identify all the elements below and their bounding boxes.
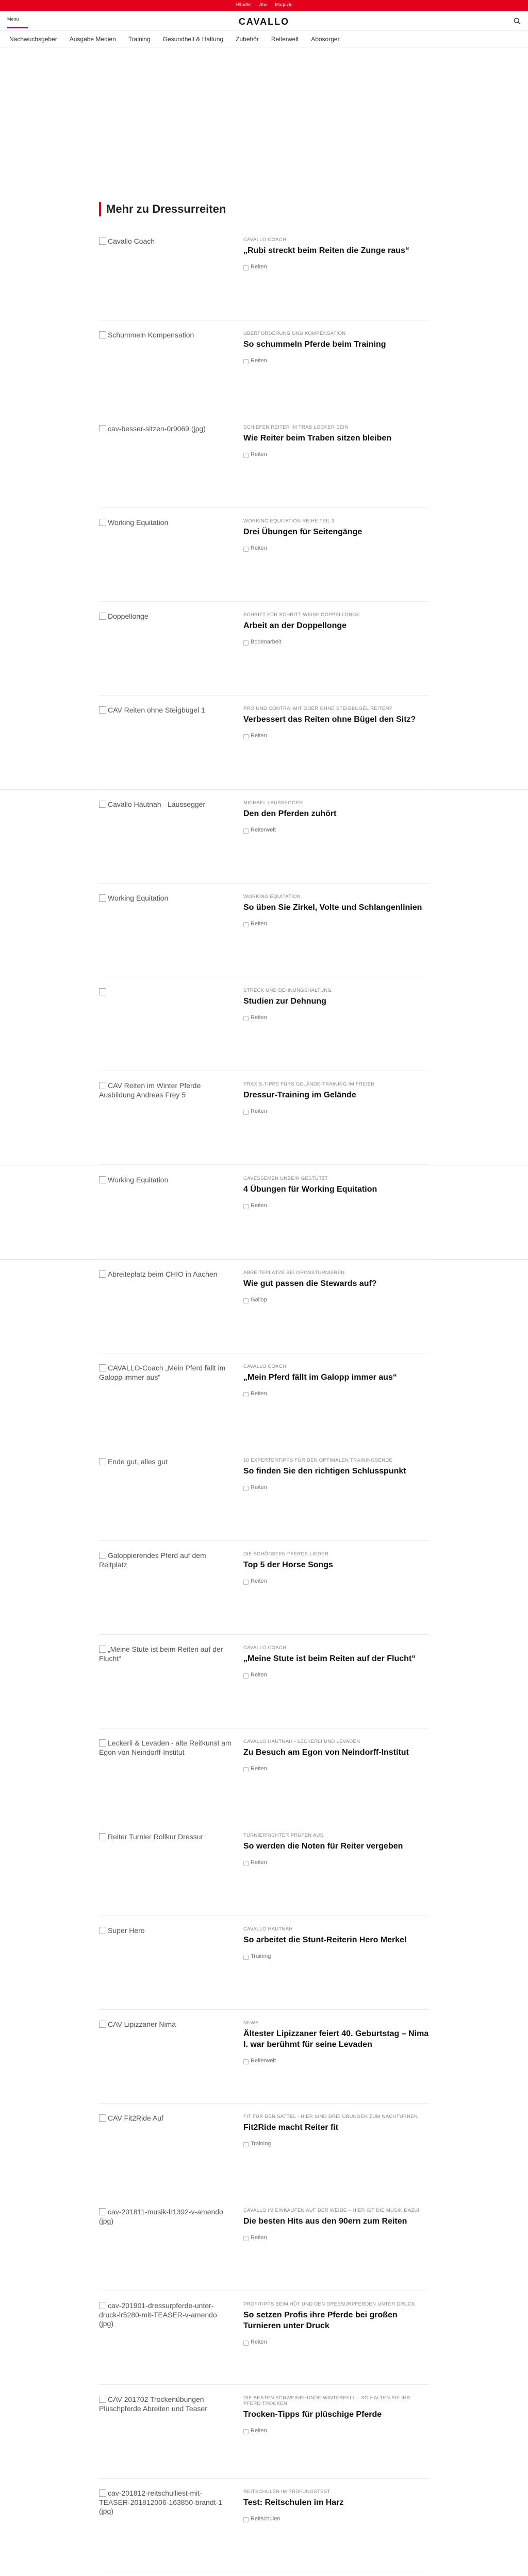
article-headline[interactable]: Zu Besuch am Egon von Neindorff-Institut [243, 1748, 409, 1757]
article-kicker: CAVESSEMEN UNBEIN GESTÜTZT [243, 1176, 328, 1181]
article-body [233, 612, 429, 645]
article-teaser[interactable] [99, 602, 429, 696]
menu-button[interactable]: Menu [7, 16, 19, 22]
article-body [233, 1551, 429, 1584]
article-body [233, 425, 429, 457]
article-body [233, 2301, 429, 2345]
article-category-tag[interactable]: Reiten [243, 2428, 267, 2434]
article-category-tag[interactable]: Reiten [243, 1672, 267, 1678]
article-category-tag[interactable]: Reiten [243, 2339, 267, 2345]
top-link[interactable]: Händler [235, 2, 252, 7]
article-headline[interactable]: „Meine Stute ist beim Reiten auf der Flucht“ [243, 1654, 416, 1663]
thumbnail-alt-text: CAV Lipizzaner Nima [108, 2020, 176, 2028]
article-teaser[interactable] [99, 1447, 429, 1541]
article-category-tag[interactable]: Reiten [243, 1766, 267, 1772]
article-thumbnail[interactable] [99, 800, 233, 872]
article-teaser[interactable] [99, 2010, 429, 2104]
article-body [233, 800, 429, 833]
article-body [233, 1926, 429, 1959]
broken-image-icon [99, 1176, 106, 1183]
article-teaser[interactable] [99, 884, 429, 977]
article-thumbnail[interactable] [99, 2489, 233, 2561]
article-thumbnail[interactable] [99, 425, 233, 497]
article-body [233, 1739, 429, 1772]
article-kicker: FIT FÜR DEN SATTEL - HIER SIND DREI ÜBUNGEN ZUM NACHTURNEN [243, 2114, 418, 2120]
top-link[interactable]: Abo [259, 2, 268, 7]
article-body [233, 237, 429, 270]
nav-item[interactable]: Gesundheit & Haltung [162, 35, 224, 43]
article-teaser[interactable] [99, 1071, 429, 1165]
article-thumbnail[interactable] [99, 1926, 233, 1998]
article-kicker: WORKING EQUITATION [243, 894, 301, 900]
article-kicker: CAVALLO COACH [243, 1645, 287, 1651]
thumbnail-alt-text: Abreiteplatz beim CHIO in Aachen [108, 1270, 218, 1278]
article-headline[interactable]: So setzen Profis ihre Pferde bei großen Turnieren unter Druck [243, 2311, 398, 2330]
thumbnail-alt-text: Cavallo Hautnah - Laussegger [108, 800, 206, 808]
thumbnail-alt-text: Cavallo Coach [108, 237, 155, 245]
article-teaser[interactable] [99, 2291, 429, 2385]
article-category-tag[interactable]: Reiten [243, 1484, 267, 1490]
broken-image-icon [99, 1739, 106, 1747]
article-teaser[interactable] [99, 1916, 429, 2010]
thumbnail-alt-text: CAV 201702 Trockenübungen Plüschpferde Abreiten und Teaser [99, 2395, 207, 2413]
article-thumbnail[interactable] [99, 1176, 233, 1248]
article-headline[interactable]: Trocken-Tipps für plüschige Pferde [243, 2410, 382, 2419]
thumbnail-alt-text: Working Equitation [108, 894, 169, 902]
article-kicker: REITSCHULEN IM PRÜFUNGSTEST [243, 2489, 331, 2495]
article-body [233, 1081, 429, 1114]
article-teaser[interactable] [99, 696, 429, 789]
article-thumbnail[interactable] [99, 1364, 233, 1436]
article-thumbnail[interactable] [99, 518, 233, 590]
article-headline[interactable]: Wie Reiter beim Traben sitzen bleiben [243, 434, 392, 443]
article-teaser[interactable] [99, 2385, 429, 2479]
article-teaser[interactable] [99, 2104, 429, 2197]
article-thumbnail[interactable] [99, 2301, 233, 2374]
article-category-tag[interactable]: Reiten [243, 733, 267, 739]
broken-image-icon [99, 1364, 106, 1371]
article-teaser[interactable] [99, 1353, 429, 1447]
article-teaser[interactable] [99, 320, 429, 414]
broken-image-icon [99, 2021, 106, 2028]
top-bar [0, 0, 528, 11]
article-thumbnail[interactable] [99, 2020, 233, 2092]
broken-image-icon [99, 2396, 106, 2403]
article-body [233, 1458, 429, 1490]
article-teaser[interactable] [99, 1822, 429, 1916]
article-headline[interactable]: Top 5 der Horse Songs [243, 1561, 333, 1569]
broken-image-icon [99, 2208, 106, 2215]
main-content [99, 47, 429, 2576]
article-thumbnail[interactable] [99, 894, 233, 966]
broken-image-icon [99, 1082, 106, 1089]
article-thumbnail[interactable] [99, 2208, 233, 2280]
article-thumbnail[interactable] [99, 1270, 233, 1342]
broken-image-icon [99, 2114, 106, 2122]
article-thumbnail[interactable] [99, 1551, 233, 1623]
broken-image-icon [99, 425, 106, 432]
article-kicker: 10 EXPERTENTIPPS FÜR DEN OPTIMALEN TRAININGSENDE [243, 1458, 393, 1463]
article-headline[interactable]: Arbeit an der Doppellonge [243, 621, 347, 630]
article-kicker: MICHAEL LAUSSEGGER [243, 800, 303, 806]
article-headline[interactable]: So finden Sie den richtigen Schlusspunkt [243, 1467, 406, 1476]
article-category-tag[interactable]: Reiten [243, 2234, 267, 2241]
article-kicker: DIE BESTEN SCHWEINEHUNDE WINTERFELL – SO HALTEN SIE IHR PFERD TROCKEN [243, 2395, 410, 2406]
article-teaser[interactable] [99, 1260, 429, 1353]
thumbnail-alt-text: Super Hero [108, 1926, 145, 1935]
article-teaser[interactable] [99, 1165, 429, 1259]
top-link[interactable]: Magazin [275, 2, 293, 7]
article-category-tag[interactable]: Bodenarbeit [243, 639, 281, 645]
broken-image-icon [99, 706, 106, 714]
search-icon[interactable] [514, 18, 521, 25]
broken-image-icon [99, 613, 106, 620]
article-category-tag[interactable]: Training [243, 2141, 271, 2147]
article-body [233, 518, 429, 551]
thumbnail-alt-text: cav-besser-sitzen-0r9069 (jpg) [108, 425, 206, 433]
article-body [233, 2114, 429, 2147]
article-category-tag[interactable]: Reiten [243, 1578, 267, 1584]
article-headline[interactable]: Test: Reitschulen im Harz [243, 2498, 344, 2507]
site-header [0, 11, 528, 31]
article-headline[interactable]: Wie gut passen die Stewards auf? [243, 1279, 377, 1288]
article-category-tag[interactable]: Reiten [243, 921, 267, 927]
article-thumbnail[interactable] [99, 331, 233, 403]
broken-image-icon [99, 894, 106, 902]
article-thumbnail[interactable] [99, 1833, 233, 1905]
thumbnail-alt-text: cav-201812-reitschulliest-mit-TEASER-201812006-163850-brandt-1 (jpg) [99, 2489, 222, 2515]
article-teaser[interactable] [99, 790, 429, 884]
thumbnail-alt-text: cav-201811-musik-lr1392-v-amendo (jpg) [99, 2208, 223, 2225]
thumbnail-alt-text: CAV Reiten ohne Steigbügel 1 [108, 706, 205, 714]
thumbnail-alt-text: CAVALLO-Coach „Mein Pferd fällt im Galopp immer aus“ [99, 1364, 226, 1381]
broken-image-icon [99, 238, 106, 245]
article-teaser[interactable] [99, 977, 429, 1071]
article-teaser[interactable] [99, 2479, 429, 2572]
main-nav [0, 31, 528, 47]
article-body [233, 894, 429, 927]
article-headline[interactable]: Den den Pferden zuhört [243, 809, 337, 818]
top-bar-links [0, 2, 528, 7]
article-headline[interactable]: „Mein Pferd fällt im Galopp immer aus“ [243, 1373, 397, 1382]
thumbnail-alt-text: Reiter Turnier Rollkur Dressur [108, 1833, 204, 1841]
article-teaser[interactable] [99, 1635, 429, 1728]
article-thumbnail[interactable] [99, 612, 233, 684]
article-kicker: CAVALLO COACH [243, 1364, 287, 1369]
article-headline[interactable]: Dressur-Training im Gelände [243, 1091, 356, 1099]
article-headline[interactable]: Verbessert das Reiten ohne Bügel den Sitz? [243, 715, 416, 724]
article-thumbnail[interactable] [99, 2395, 233, 2467]
thumbnail-alt-text: CAV Fit2Ride Auf [108, 2114, 163, 2122]
article-headline[interactable]: Studien zur Dehnung [243, 997, 326, 1006]
article-kicker: SCHRITT FÜR SCHRITT WEISE DOPPELLONGE [243, 612, 360, 618]
article-thumbnail[interactable] [99, 237, 233, 309]
article-category-tag[interactable]: Reitschulen [243, 2516, 280, 2522]
article-kicker: STRECK UND DEHNUNGSHALTUNG [243, 988, 332, 993]
site-logo[interactable] [228, 14, 300, 29]
article-headline[interactable]: 4 Übungen für Working Equitation [243, 1185, 377, 1194]
article-headline[interactable]: „Rubi streckt beim Reiten die Zunge raus“ [243, 246, 409, 255]
article-headline[interactable]: So üben Sie Zirkel, Volte und Schlangenlinien [243, 903, 422, 912]
menu-underline [7, 27, 28, 28]
article-teaser[interactable] [99, 227, 429, 320]
article-headline[interactable]: Drei Übungen für Seitengänge [243, 528, 362, 536]
article-teaser[interactable] [99, 1728, 429, 1822]
article-body [233, 1176, 429, 1209]
article-teaser[interactable] [99, 1541, 429, 1635]
broken-image-icon [99, 1646, 106, 1653]
thumbnail-alt-text: Ende gut, alles gut [108, 1458, 168, 1466]
article-kicker: PRO UND CONTRA: MIT ODER OHNE STEIGBÜGEL REITEN? [243, 706, 392, 711]
article-category-tag[interactable]: Reiten [243, 1108, 267, 1114]
article-category-tag[interactable]: Reiterwelt [243, 827, 276, 833]
broken-image-icon [99, 801, 106, 808]
broken-image-icon [99, 1552, 106, 1559]
article-kicker: WORKING EQUITATION REIHE TEIL 3 [243, 518, 335, 524]
nav-item[interactable]: Reiterwelt [271, 35, 299, 43]
article-thumbnail[interactable] [99, 1645, 233, 1717]
article-category-tag[interactable]: Reiterwelt [243, 2058, 276, 2064]
article-thumbnail[interactable] [99, 1739, 233, 1811]
article-body [233, 2395, 429, 2434]
article-body [233, 1364, 429, 1397]
article-body [233, 2020, 429, 2064]
article-kicker: ABREITEPLÄTZE BEI GROSSTURNIEREN [243, 1270, 345, 1276]
thumbnail-alt-text: Working Equitation [108, 1176, 169, 1184]
article-kicker: NEWS [243, 2020, 259, 2026]
broken-image-icon [99, 2302, 106, 2309]
broken-image-icon [99, 1927, 106, 1934]
thumbnail-alt-text: „Meine Stute ist beim Reiten auf der Flucht“ [99, 1645, 223, 1663]
thumbnail-alt-text: Schummeln Kompensation [108, 331, 194, 339]
article-body [233, 1645, 429, 1678]
article-body [233, 1833, 429, 1866]
thumbnail-alt-text: cav-201901-dressurpferde-unter-druck-lr5280-mit-TEASER-v-amendo (jpg) [99, 2301, 217, 2328]
article-category-tag[interactable]: Reiten [243, 451, 267, 457]
article-kicker: DIE SCHÖNSTEN PFERDE-LIEDER [243, 1551, 328, 1557]
article-thumbnail[interactable] [99, 1458, 233, 1530]
section-title: Mehr zu Dressurreiten [99, 202, 429, 216]
article-kicker: CAVALLO HAUTNAH [243, 1926, 293, 1932]
broken-image-icon [99, 1833, 106, 1840]
article-headline[interactable]: So arbeitet die Stunt-Reiterin Hero Merkel [243, 1936, 407, 1944]
nav-item[interactable]: Ausgabe Medien [69, 35, 116, 43]
article-teaser[interactable] [99, 508, 429, 602]
article-body [233, 2489, 429, 2522]
thumbnail-alt-text: Galoppierendes Pferd auf dem Reitplatz [99, 1551, 206, 1569]
article-kicker: TURNIERRICHTER PRÜFEN AUS [243, 1833, 324, 1838]
article-body [233, 1270, 429, 1303]
article-body [233, 706, 429, 739]
thumbnail-alt-text: Working Equitation [108, 518, 169, 527]
article-thumbnail[interactable] [99, 706, 233, 778]
article-headline[interactable]: Ältester Lipizzaner feiert 40. Geburtstag – Nima I. war berühmt für seine Levaden [243, 2029, 429, 2049]
pagination [99, 2572, 429, 2576]
broken-image-icon [99, 519, 106, 526]
broken-image-icon [99, 1270, 106, 1278]
article-headline[interactable]: So werden die Noten für Reiter vergeben [243, 1842, 403, 1851]
article-category-tag[interactable]: Reiten [243, 1202, 267, 1209]
thumbnail-alt-text: Leckerli & Levaden - alte Reitkunst am Egon von Neindorff-Institut [99, 1739, 232, 1756]
article-category-tag[interactable]: Reiten [243, 264, 267, 270]
article-teaser[interactable] [99, 414, 429, 508]
article-category-tag[interactable]: Reiten [243, 1391, 267, 1397]
logo-text: CAVALLO [238, 16, 290, 27]
article-kicker: PROFITIPPS BEIM HÜT UND DEN DRESSURPFERDEN UNTER DRUCK [243, 2301, 415, 2307]
article-category-tag[interactable]: Gallop [243, 1297, 267, 1303]
article-body [233, 2208, 429, 2241]
article-category-tag[interactable]: Training [243, 1953, 271, 1959]
article-thumbnail[interactable] [99, 1081, 233, 1154]
article-kicker: CAVALLO HAUTNAH - LECKERLI UND LEVADEN [243, 1739, 360, 1744]
broken-image-icon [99, 331, 106, 338]
article-headline[interactable]: So schummeln Pferde beim Training [243, 340, 386, 349]
article-kicker: CAVALLO COACH [243, 237, 287, 243]
broken-image-icon [99, 2489, 106, 2497]
article-kicker: PRAXIS-TIPPS FÜRS GELÄNDE-TRAINING IM FREIEN [243, 1081, 375, 1087]
article-category-tag[interactable]: Reiten [243, 358, 267, 364]
broken-image-icon [99, 1458, 106, 1465]
article-teaser[interactable] [99, 2197, 429, 2291]
article-body [233, 331, 429, 364]
article-category-tag[interactable]: Reiten [243, 545, 267, 551]
article-headline[interactable]: Die besten Hits aus den 90ern zum Reiten [243, 2217, 407, 2226]
thumbnail-alt-text: CAV Reiten im Winter Pferde Ausbildung Andreas Frey 5 [99, 1081, 201, 1099]
article-headline[interactable]: Fit2Ride macht Reiter fit [243, 2123, 339, 2132]
nav-item[interactable]: Training [128, 35, 151, 43]
article-thumbnail[interactable] [99, 988, 233, 1060]
article-kicker: ÜBERFORDERUNG UND KOMPENSATION [243, 331, 346, 336]
article-list [99, 227, 429, 2572]
article-kicker: CAVALLO IM EINKAUFEN AUF DER WEIDE – HIER IST DIE MUSIK DAZU! [243, 2208, 420, 2213]
nav-item[interactable]: Zubehör [236, 35, 259, 43]
thumbnail-alt-text: Doppellonge [108, 612, 148, 620]
article-body [233, 988, 429, 1021]
article-category-tag[interactable]: Reiten [243, 1014, 267, 1021]
nav-item[interactable]: Nachwuchsgeber [9, 35, 57, 43]
article-category-tag[interactable]: Reiten [243, 1859, 267, 1866]
article-kicker: SCHIEFEN REITER IM TRAB LOCKER SEIN [243, 425, 349, 430]
article-thumbnail[interactable] [99, 2114, 233, 2186]
broken-image-icon [99, 988, 106, 995]
nav-item[interactable]: Abosorger [311, 35, 340, 43]
